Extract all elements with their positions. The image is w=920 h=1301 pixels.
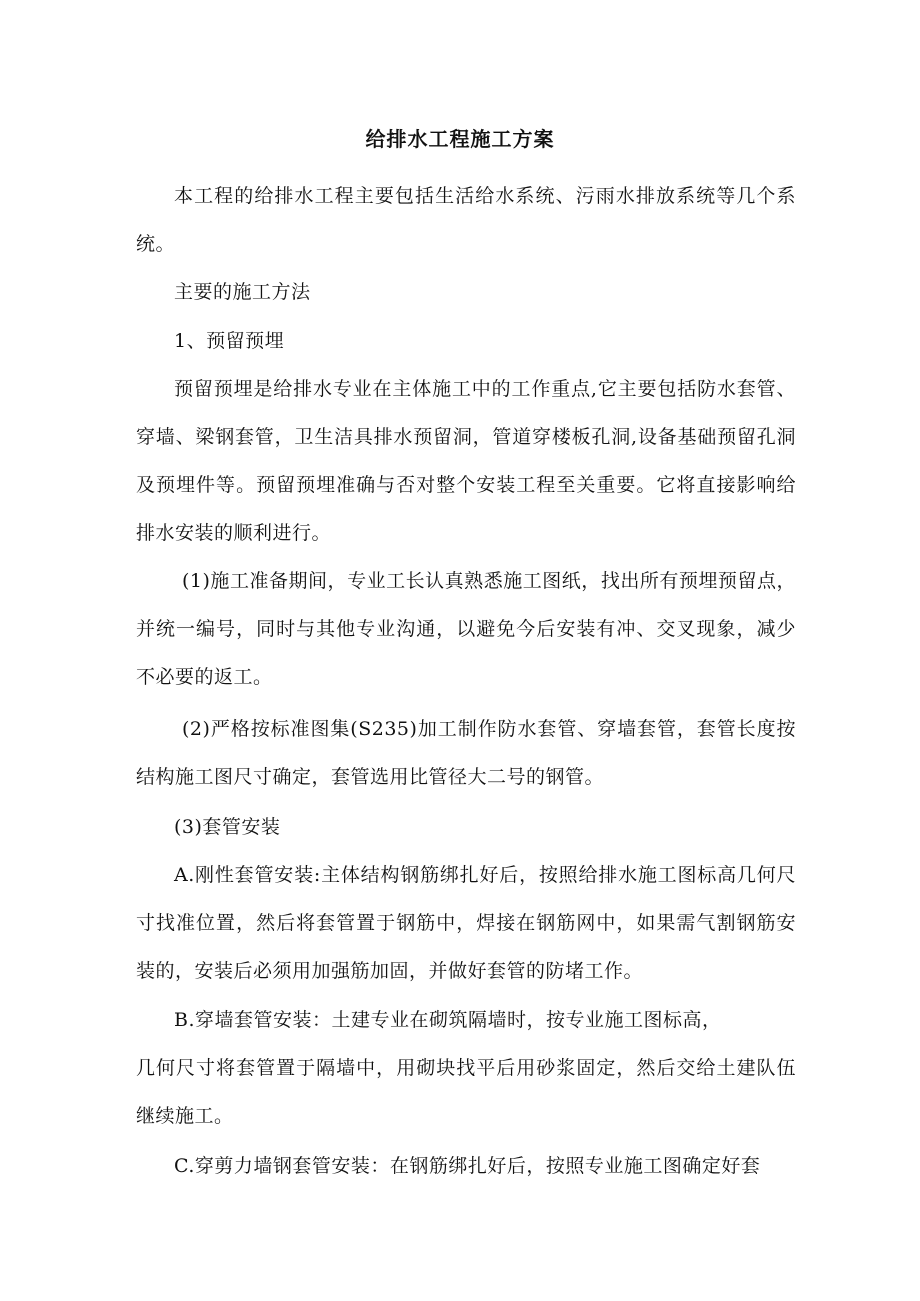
document-title: 给排水工程施工方案 xyxy=(365,127,555,151)
subheading-sleeve-install: (3)套管安装 xyxy=(174,816,281,838)
paragraph-item-2: (2)严格按标准图集(S235)加工制作防水套管、穿墙套管，套管长度按结构施工图尺寸确定，套管选用比管径大二号的钢管。 xyxy=(136,718,796,788)
paragraph-item-a: A.刚性套管安装:主体结构钢筋绑扎好后，按照给排水施工图标高几何尺寸找准位置，然后将套管置于钢筋中，焊接在钢筋网中，如果需气割钢筋安装的，安装后必须用加强筋加固，并做好套管的防堵工作。 xyxy=(136,864,796,982)
paragraph-intro: 本工程的给排水工程主要包括生活给水系统、污雨水排放系统等几个系统。 xyxy=(136,185,796,255)
section-heading-methods: 主要的施工方法 xyxy=(174,281,311,303)
subheading-preembed: 1、预留预埋 xyxy=(174,330,285,352)
paragraph-item-b-line1: B.穿墙套管安装：土建专业在砌筑隔墙时，按专业施工图标高， xyxy=(174,1009,722,1031)
paragraph-item-1: (1)施工准备期间，专业工长认真熟悉施工图纸，找出所有预埋预留点，并统一编号，同时与其他专业沟通，以避免今后安装有冲、交叉现象，减少不必要的返工。 xyxy=(136,570,796,688)
paragraph-item-c: C.穿剪力墙钢套管安装：在钢筋绑扎好后，按照专业施工图确定好套 xyxy=(174,1155,761,1177)
paragraph-preembed: 预留预埋是给排水专业在主体施工中的工作重点,它主要包括防水套管、穿墙、梁钢套管，卫生洁具排水预留洞，管道穿楼板孔洞,设备基础预留孔洞及预埋件等。预留预埋准确与否对整个安装工程至关重要。它将直接影响给排水安装的顺利进行。 xyxy=(136,378,796,544)
paragraph-item-b-rest: 几何尺寸将套管置于隔墙中，用砌块找平后用砂浆固定，然后交给土建队伍继续施工。 xyxy=(136,1057,796,1127)
